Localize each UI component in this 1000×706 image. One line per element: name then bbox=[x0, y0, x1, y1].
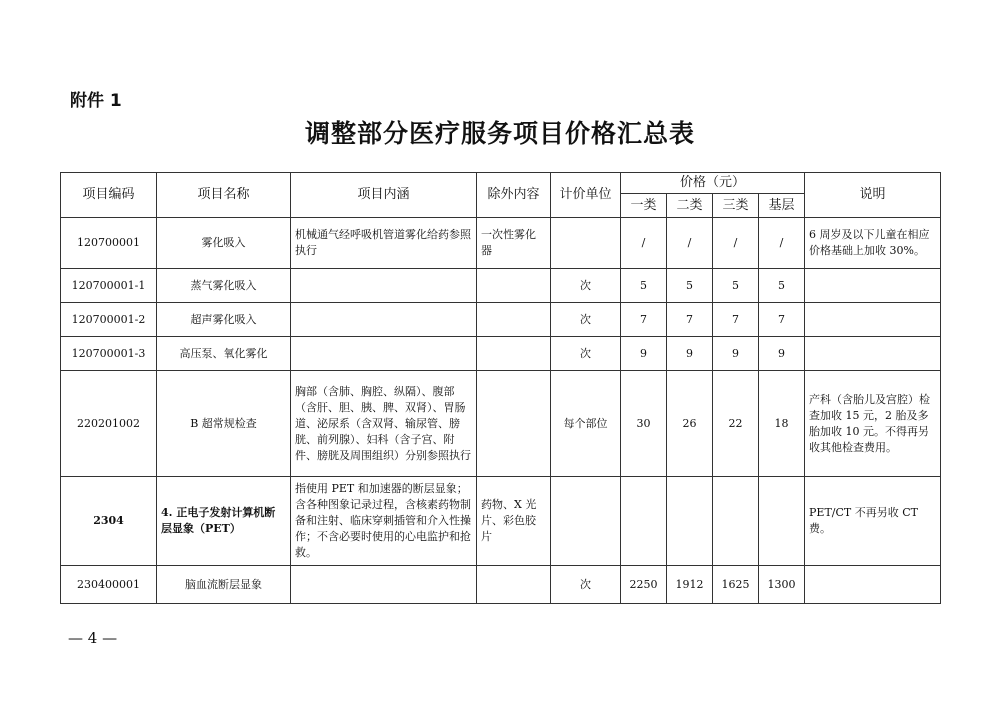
cell-content: 胸部（含肺、胸腔、纵隔）、腹部（含肝、胆、胰、脾、双肾）、胃肠道、泌尿系（含双肾、输尿管、膀胱、前列腺）、妇科（含子宫、附件、膀胱及周围组织）分别参照执行 bbox=[291, 371, 477, 477]
cell-excluded bbox=[477, 337, 551, 371]
document-title: 调整部分医疗服务项目价格汇总表 bbox=[304, 119, 695, 148]
cell-content bbox=[291, 337, 477, 371]
cell-name: 高压泵、氧化雾化 bbox=[157, 337, 291, 371]
cell-unit: 次 bbox=[551, 303, 621, 337]
cell-price-tier2: 5 bbox=[667, 269, 713, 303]
cell-excluded bbox=[477, 303, 551, 337]
cell-code: 120700001-3 bbox=[61, 337, 157, 371]
cell-price-tier1: 9 bbox=[621, 337, 667, 371]
cell-price-tier1 bbox=[621, 477, 667, 566]
cell-price-tier2: / bbox=[667, 218, 713, 269]
cell-note bbox=[805, 303, 941, 337]
table-row bbox=[61, 269, 941, 303]
cell-content bbox=[291, 303, 477, 337]
cell-price-tier2: 9 bbox=[667, 337, 713, 371]
cell-excluded bbox=[477, 269, 551, 303]
cell-price-tier3: 22 bbox=[713, 371, 759, 477]
table-row bbox=[61, 477, 941, 566]
cell-unit: 次 bbox=[551, 566, 621, 604]
header-tier2: 二类 bbox=[667, 194, 713, 218]
cell-name: 脑血流断层显象 bbox=[157, 566, 291, 604]
cell-code: 230400001 bbox=[61, 566, 157, 604]
page-number: — 4 — bbox=[68, 629, 118, 647]
cell-excluded bbox=[477, 566, 551, 604]
cell-price-tier3: 1625 bbox=[713, 566, 759, 604]
cell-price-tier3 bbox=[713, 477, 759, 566]
cell-note bbox=[805, 269, 941, 303]
cell-price-tier1: 2250 bbox=[621, 566, 667, 604]
table-row bbox=[61, 303, 941, 337]
cell-name: B 超常规检查 bbox=[157, 371, 291, 477]
header-excluded: 除外内容 bbox=[477, 173, 551, 218]
cell-note bbox=[805, 337, 941, 371]
cell-content bbox=[291, 566, 477, 604]
cell-unit: 每个部位 bbox=[551, 371, 621, 477]
cell-excluded: 一次性雾化器 bbox=[477, 218, 551, 269]
cell-name: 4. 正电子发射计算机断层显象（PET） bbox=[157, 477, 291, 566]
cell-price-tier1: 7 bbox=[621, 303, 667, 337]
cell-note: 6 周岁及以下儿童在相应价格基础上加收 30%。 bbox=[805, 218, 941, 269]
cell-price-tier3: 9 bbox=[713, 337, 759, 371]
header-tier4: 基层 bbox=[759, 194, 805, 218]
cell-price-tier2 bbox=[667, 477, 713, 566]
cell-name: 雾化吸入 bbox=[157, 218, 291, 269]
table-row bbox=[61, 218, 941, 269]
cell-price-tier2: 26 bbox=[667, 371, 713, 477]
price-table bbox=[60, 172, 941, 604]
table-row bbox=[61, 371, 941, 477]
cell-price-tier4: / bbox=[759, 218, 805, 269]
cell-excluded bbox=[477, 371, 551, 477]
cell-price-tier3: 5 bbox=[713, 269, 759, 303]
cell-price-tier3: 7 bbox=[713, 303, 759, 337]
cell-code: 220201002 bbox=[61, 371, 157, 477]
cell-price-tier3: / bbox=[713, 218, 759, 269]
cell-content bbox=[291, 269, 477, 303]
cell-price-tier4: 18 bbox=[759, 371, 805, 477]
cell-note: PET/CT 不再另收 CT 费。 bbox=[805, 477, 941, 566]
cell-price-tier4: 9 bbox=[759, 337, 805, 371]
cell-code: 2304 bbox=[61, 477, 157, 566]
cell-unit: 次 bbox=[551, 337, 621, 371]
header-unit: 计价单位 bbox=[551, 173, 621, 218]
cell-note: 产科（含胎儿及宫腔）检查加收 15 元，2 胎及多胎加收 10 元。不得再另收其他检查费用。 bbox=[805, 371, 941, 477]
cell-price-tier4: 7 bbox=[759, 303, 805, 337]
cell-unit: 次 bbox=[551, 269, 621, 303]
cell-price-tier2: 1912 bbox=[667, 566, 713, 604]
cell-note bbox=[805, 566, 941, 604]
header-price-group: 价格（元） bbox=[621, 173, 805, 194]
cell-code: 120700001 bbox=[61, 218, 157, 269]
cell-price-tier1: 30 bbox=[621, 371, 667, 477]
cell-price-tier4: 1300 bbox=[759, 566, 805, 604]
header-code: 项目编码 bbox=[61, 173, 157, 218]
cell-price-tier1: 5 bbox=[621, 269, 667, 303]
table-row bbox=[61, 566, 941, 604]
header-note: 说明 bbox=[805, 173, 941, 218]
header-content: 项目内涵 bbox=[291, 173, 477, 218]
cell-price-tier4: 5 bbox=[759, 269, 805, 303]
header-tier1: 一类 bbox=[621, 194, 667, 218]
cell-name: 蒸气雾化吸入 bbox=[157, 269, 291, 303]
cell-unit bbox=[551, 218, 621, 269]
cell-content: 机械通气经呼吸机管道雾化给药参照执行 bbox=[291, 218, 477, 269]
cell-excluded: 药物、X 光片、彩色胶片 bbox=[477, 477, 551, 566]
cell-price-tier4 bbox=[759, 477, 805, 566]
cell-code: 120700001-1 bbox=[61, 269, 157, 303]
cell-code: 120700001-2 bbox=[61, 303, 157, 337]
header-tier3: 三类 bbox=[713, 194, 759, 218]
cell-price-tier2: 7 bbox=[667, 303, 713, 337]
cell-unit bbox=[551, 477, 621, 566]
cell-name: 超声雾化吸入 bbox=[157, 303, 291, 337]
attachment-label: 附件 1 bbox=[70, 91, 122, 111]
cell-price-tier1: / bbox=[621, 218, 667, 269]
table-row bbox=[61, 337, 941, 371]
cell-content: 指使用 PET 和加速器的断层显象；含各种图象记录过程，含核素药物制备和注射、临床穿刺插管和介入性操作；不含必要时使用的心电监护和抢救。 bbox=[291, 477, 477, 566]
header-name: 项目名称 bbox=[157, 173, 291, 218]
